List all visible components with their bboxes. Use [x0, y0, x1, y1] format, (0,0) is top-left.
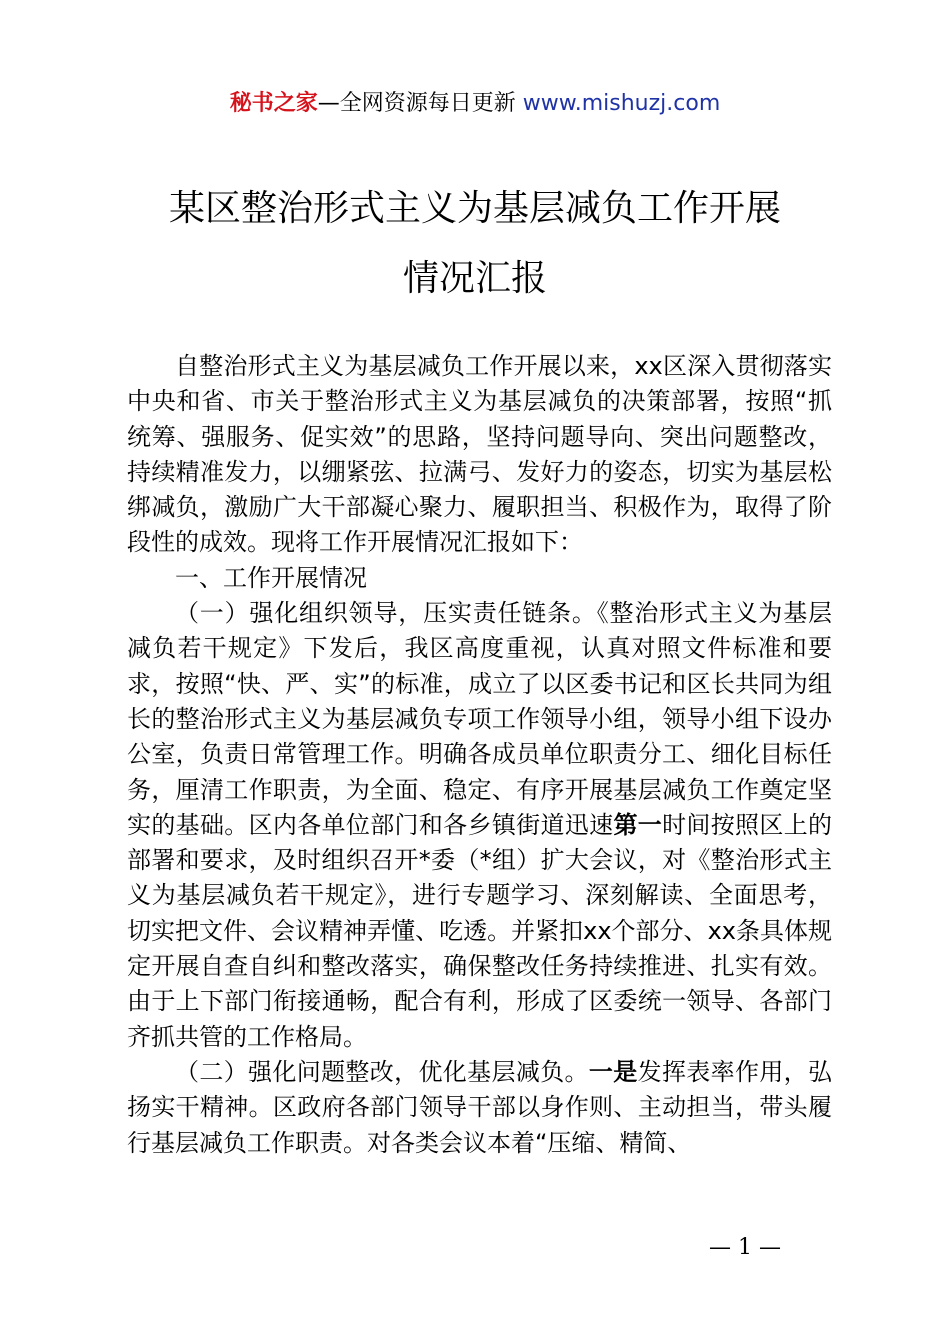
brand-name: 秘书之家 — [229, 91, 318, 116]
emphasis-text: 第一 — [613, 810, 663, 839]
page-number: — 1 — — [709, 1235, 781, 1260]
paragraph-text: 时间按照区上的部署和要求，及时组织召开*委（*组）扩大会议，对《整治形式主义为基层减负若干规定》，进行专题学习、深刻解读、全面思考，切实把文件、会议精神弄懂、吃透。并紧扣xx个部分、xx条具体规定开展自查自纠和整改落实，确保整改任务持续推进、扎实有效。由于上下部门衔接通畅，配合有利，形成了区委统一领导、各部门齐抓共管的工作格局。 — [127, 810, 833, 1051]
document-title-line-2: 情况汇报 — [402, 258, 547, 299]
paragraph-text: （一）强化组织领导，压实责任链条。《整治形式主义为基层减负若干规定》下发后，我区高度重视，认真对照文件标准和要求，按照“快、严、实”的标准，成立了以区委书记和区长共同为组长的整治形式主义为基层减负专项工作领导小组，领导小组下设办公室，负责日常管理工作。明确各成员单位职责分工、细化目标任务，厘清工作职责，为全面、稳定、有序开展基层减负工作奠定坚实的基础。区内各单位部门和各乡镇街道迅速 — [127, 599, 832, 839]
document-body — [127, 349, 832, 1161]
document-title-line-1: 某区整治形式主义为基层减负工作开展 — [168, 188, 781, 229]
site-url-link[interactable]: www.mishuzj.com — [522, 91, 721, 116]
emphasis-text: 一是 — [588, 1057, 638, 1086]
paragraph-organization-leadership — [127, 596, 832, 1055]
paragraph-text: （二）强化问题整改，优化基层减负。 — [175, 1057, 589, 1086]
paragraph-text: 发挥表率作用，弘扬实干精神。区政府各部门领导干部以身作则、主动担当，带头履行基层减负工作职责。对各类会议本着“压缩、精简、 — [127, 1057, 833, 1157]
paragraph-problem-rectification — [127, 1055, 832, 1161]
site-header — [0, 88, 950, 120]
header-tagline: —全网资源每日更新 — [317, 91, 523, 116]
intro-paragraph: 自整治形式主义为基层减负工作开展以来，xx区深入贯彻落实中央和省、市关于整治形式主义为基层减负的决策部署，按照“抓统筹、强服务、促实效”的思路，坚持问题导向、突出问题整改，持续精准发力，以绷紧弦、拉满弓、发好力的姿态，切实为基层松绑减负，激励广大干部凝心聚力、履职担当、积极作为，取得了阶段性的成效。现将工作开展情况汇报如下： — [127, 352, 832, 557]
section-heading: 一、工作开展情况 — [175, 563, 367, 592]
